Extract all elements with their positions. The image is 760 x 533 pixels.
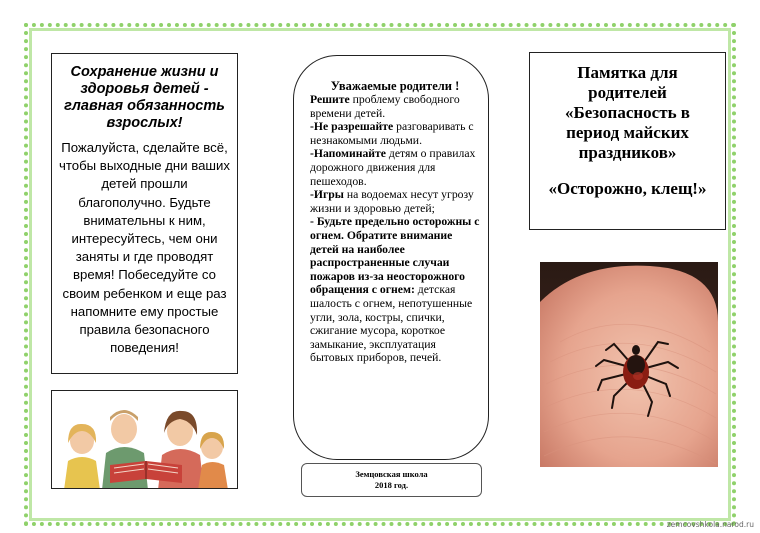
tick-icon [540, 262, 718, 467]
center-advice-panel [293, 55, 489, 460]
title-box [529, 52, 726, 230]
advice-item: Решите проблему свободного времени детей. [310, 93, 460, 120]
advice-item: -Напоминайте детям о правилах дорожного движения для пешеходов. [310, 147, 476, 188]
left-body-text: Пожалуйста, сделайте всё, чтобы выходные дни ваших детей прошли благополучно. Будьте внимательны к ним, интересуйтесь, чем они заняты и где проводят время! Побеседуйте со своим ребенком и еще раз напомните ему простые правила безопасного поведения! [59, 140, 230, 356]
family-reading-icon [52, 391, 238, 489]
school-footer [301, 463, 482, 497]
left-heading: Сохранение жизни и здоровья детей - главная обязанность взрослых! [64, 64, 225, 131]
left-text-box [51, 53, 238, 374]
tick-on-finger-photo [540, 262, 718, 467]
year: 2018 год. [374, 480, 409, 490]
watermark: zemcovshkola.narod.ru [666, 520, 754, 529]
school-name: Земцовская школа [355, 469, 428, 479]
tick-warning: «Осторожно, клещ!» [548, 179, 707, 198]
family-reading-illustration [51, 390, 238, 489]
advice-item: -Не разрешайте разговаривать с незнакомыми людьми. [310, 120, 474, 147]
greeting: Уважаемые родители ! [330, 79, 460, 93]
title: Памятка для родителей «Безопасность в период майских праздников» [565, 63, 690, 162]
advice-item: - Будьте предельно осторожны с огнем. Обратите внимание детей на наиболее распространенные случаи пожаров из-за неосторожного обращения с огнем: детская шалость с огнем, непотушенные угли, зола, костры, спички, сжигание мусора, короткое замыкание, эксплуатация бытовых приборов, печей. [310, 215, 480, 365]
advice-item: -Игры на водоемах несут угрозу жизни и здоровью детей; [310, 188, 474, 215]
